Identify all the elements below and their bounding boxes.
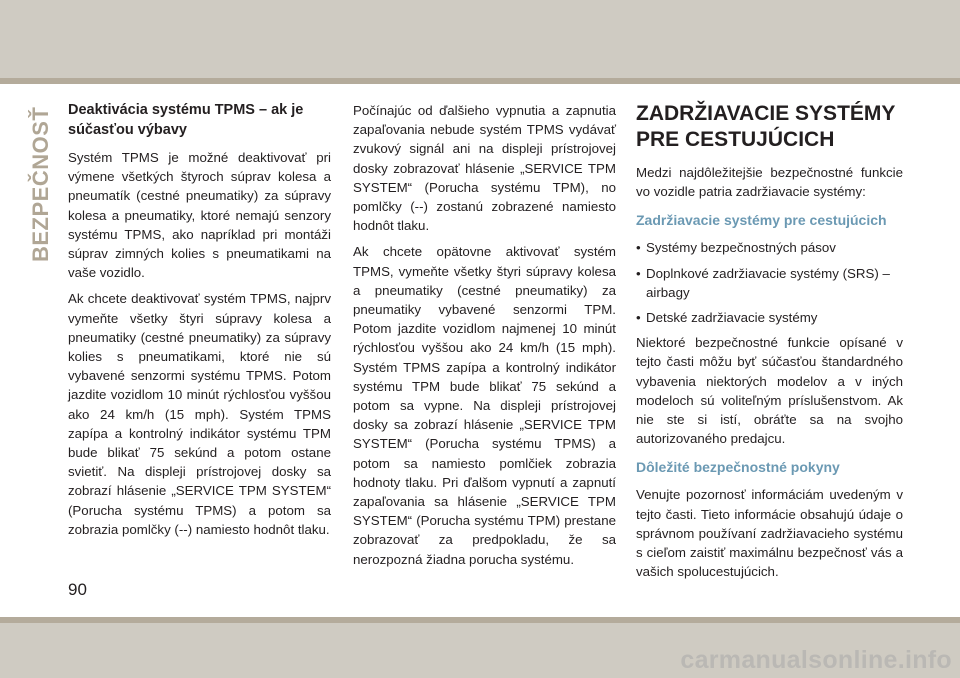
- intro-paragraph: Medzi najdôležitejšie bezpečnostné funkcie vo vozidle patria zadržiavacie systémy:: [636, 165, 903, 200]
- section-title: ZADRŽIAVACIE SYSTÉMY PRE CESTUJÚCICH: [636, 102, 896, 151]
- list-item: [636, 238, 903, 257]
- page-number: 90: [68, 580, 87, 599]
- paragraph: Počínajúc od ďalšieho vypnutia a zapnutia zapaľovania nebude systém TPMS vydávať zvukový signál ani na displeji prístrojovej dosky zobrazovať hlásenie „SERVICE TPM SYSTEM“ (Porucha systému TPM), no pomlčky (--) zostanú zobrazené namiesto hodnôt tlaku.: [353, 103, 616, 234]
- bullet-icon: •: [636, 310, 641, 326]
- paragraph: Ak chcete opätovne aktivovať systém TPMS, vymeňte všetky štyri súpravy kolesa a pneumatiky (cestné pneumatiky) za pneumatiky vybavené senzormi TPM. Potom jazdite vozidlom najmenej 10 minút rýchlosťou vyššou ako 24 km/h (15 mph). Systém TPMS zapípa a kontrolný indikátor systému TPM bude blikať 75 sekúnd a potom sa vypne. Na displeji prístrojovej dosky sa zobrazí hlásenie „SERVICE TPM SYSTEM“ (Porucha systému TPMS) a potom sa namiesto pomlčiek zobrazia hodnoty tlaku. Pri ďalšom vypnutí a zapnutí zapaľovania sa hlásenie „SERVICE TPM SYSTEM“ (Porucha systému TPM) prestane zobrazovať za predpokladu, že sa nerozpozná žiadna porucha systému.: [353, 244, 616, 567]
- paragraph: Niektoré bezpečnostné funkcie opísané v tejto časti môžu byť súčasťou štandardného vybavenia niektorých modelov a v iných modeloch sú voliteľným príslušenstvom. Ak nie ste si istí, obráťte sa na svojho autorizovaného predajcu.: [636, 335, 903, 447]
- paragraph: Systém TPMS je možné deaktivovať pri výmene všetkých štyroch súprav kolesa a pneumatík (cestné pneumatiky) za súpravy kolesa a pneumatiky, ktoré nemajú senzory systému TPMS, ako napríklad pri montáži súprav zimných kolies s pneumatikami na vaše vozidlo.: [68, 150, 331, 281]
- bullet-icon: •: [636, 240, 641, 256]
- paragraph: Ak chcete deaktivovať systém TPMS, najprv vymeňte všetky štyri súpravy kolesa a pneumatiky (cestné pneumatiky) za súpravy kolies s pneumatikami, ktoré nie sú vybavené senzormi systému TPMS. Potom jazdite vozidlom 10 minút rýchlosťou vyššou ako 24 km/h (15 mph). Systém TPMS zapípa a kontrolný indikátor systému TPM bude blikať 75 sekúnd a potom ostane svietiť. Na displeji prístrojovej dosky sa zobrazí hlásenie „SERVICE TPM SYSTEM“ (Porucha systému TPMS) a potom sa zobrazia pomlčky (--) namiesto hodnôt tlaku.: [68, 291, 331, 537]
- bullet-icon: •: [636, 265, 641, 281]
- section-side-tab: BEZPEČNOSŤ: [28, 106, 53, 262]
- list-item: [636, 308, 903, 327]
- list-item-text: Systémy bezpečnostných pásov: [646, 240, 836, 256]
- watermark: carmanualsonline.info: [680, 646, 952, 674]
- header-rule: [0, 78, 960, 84]
- list-item-text: Doplnkové zadržiavacie systémy (SRS) – airbagy: [646, 265, 890, 300]
- tpms-deactivation-heading: Deaktivácia systému TPMS – ak je súčasťou výbavy: [68, 102, 304, 138]
- restraint-systems-list: [636, 238, 903, 327]
- subheading-safety-instructions: Dôležité bezpečnostné pokyny: [636, 459, 840, 476]
- list-item-text: Detské zadržiavacie systémy: [646, 310, 818, 326]
- paragraph: Venujte pozornosť informáciám uvedeným v tejto časti. Tieto informácie obsahujú údaje o správnom používaní zadržiavacieho systému s cieľom zaistiť maximálnu bezpečnosť vás a vašich spolucestujúcich.: [636, 487, 903, 580]
- column-3: [636, 101, 903, 588]
- column-1: [68, 101, 331, 546]
- subheading-restraint-systems: Zadržiavacie systémy pre cestujúcich: [636, 212, 887, 229]
- header-band: [0, 0, 960, 78]
- column-2: [353, 101, 616, 576]
- list-item: [636, 264, 903, 302]
